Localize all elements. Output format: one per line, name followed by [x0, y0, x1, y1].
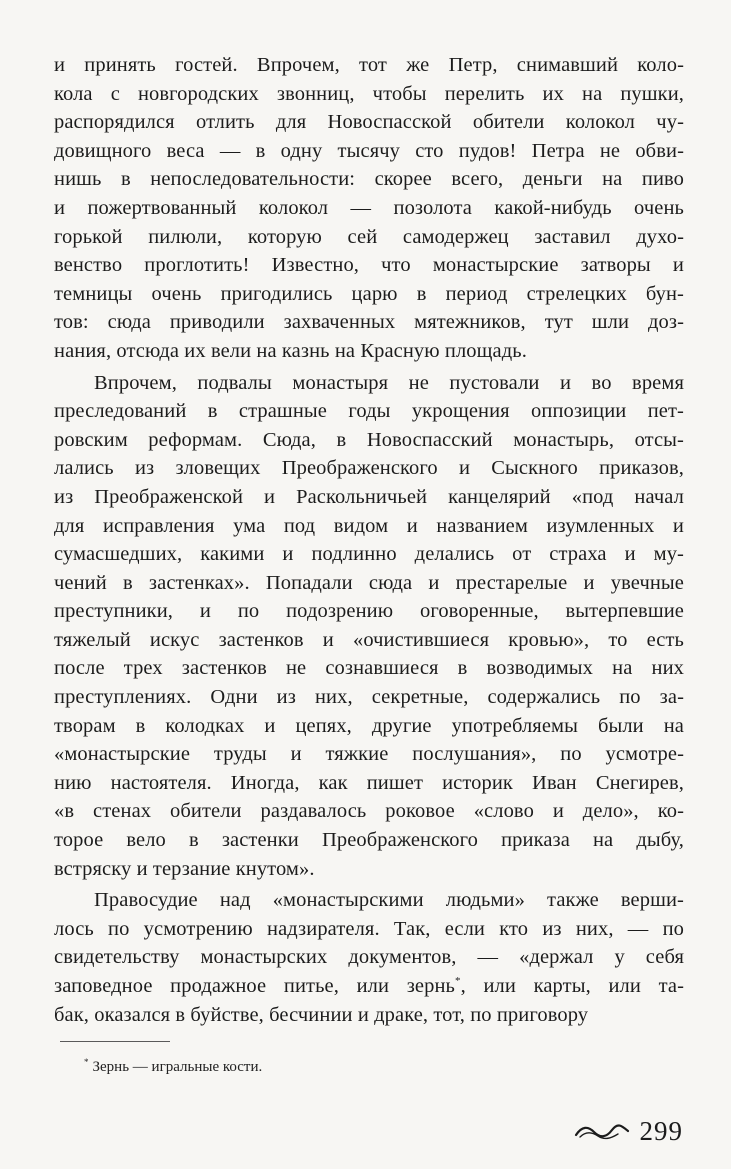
text-line: из Преображенской и Раскольничьей канцелярий «под начал	[54, 485, 684, 508]
text-line: преступлениях. Одни из них, секретные, содержались по за-	[54, 686, 684, 709]
page-footer	[574, 1116, 684, 1147]
text-line: темницы очень пригодились царю в период стрелецких бун-	[54, 282, 684, 305]
text-line: творам в колодках и цепях, другие употребляемы были на	[54, 714, 684, 737]
text-line: заповедное продажное питье, или зернь*, или карты, или та-	[54, 975, 684, 997]
text-line: горькой пилюли, которую сей самодержец заставил духо-	[54, 225, 684, 248]
text-line: торое вело в застенки Преображенского приказа на дыбу,	[54, 829, 684, 852]
text-line: нию настоятеля. Иногда, как пишет историк Иван Снегирев,	[54, 771, 684, 794]
text-line: распорядился отлить для Новоспасской обители колокол чу-	[54, 111, 684, 134]
text-line: ровским реформам. Сюда, в Новоспасский монастырь, отсы-	[54, 428, 684, 451]
text-line: кола с новгородских звонниц, чтобы перелить их на пушки,	[54, 82, 684, 105]
text-line: Правосудие над «монастырскими людьми» также верши-	[94, 889, 684, 912]
text-line: «в стенах обители раздавалось роковое «слово и дело», ко-	[54, 800, 684, 823]
text-line: чений в застенках». Попадали сюда и престарелые и увечные	[54, 571, 684, 594]
text-line: венство проглотить! Известно, что монастырские затворы и	[54, 254, 684, 277]
text-line: и принять гостей. Впрочем, тот же Петр, снимавший коло-	[54, 54, 684, 76]
text-line: лались из зловещих Преображенского и Сыскного приказов,	[54, 457, 684, 480]
body-text	[54, 51, 684, 1032]
text-line: «монастырские труды и тяжкие послушания», по усмотре-	[54, 743, 684, 766]
text-line: нишь в непоследовательности: скорее всего, деньги на пиво	[54, 168, 684, 191]
paragraph	[54, 369, 684, 884]
text-line: тяжелый искус застенков и «очистившиеся кровью», то есть	[54, 628, 684, 651]
paragraph	[54, 51, 684, 366]
text-line: нания, отсюда их вели на казнь на Красную площадь.	[54, 339, 527, 362]
paragraph	[54, 886, 684, 1029]
text-line: тов: сюда приводили захваченных мятежников, тут шли доз-	[54, 311, 684, 334]
text-line: бак, оказался в буйстве, бесчинии и драке, тот, по приговору	[54, 1003, 589, 1026]
footnote-reference: *	[455, 975, 461, 988]
footnote-text: Зернь — игральные кости.	[92, 1059, 263, 1075]
text-line: для исправления ума под видом и названием изумленных и	[54, 514, 684, 537]
footnote-divider	[60, 1041, 170, 1042]
page-number: 299	[639, 1116, 683, 1146]
text-line: и пожертвованный колокол — позолота какой-нибудь очень	[54, 196, 684, 219]
text-line: свидетельству монастырских документов, — «держал у себя	[54, 946, 684, 969]
text-line: преследований в страшные годы укрощения оппозиции пет-	[54, 400, 684, 423]
footnote	[84, 1052, 262, 1077]
footnote-mark: *	[84, 1057, 89, 1067]
text-line: Впрочем, подвалы монастыря не пустовали и во время	[94, 371, 684, 394]
swash-ornament-icon	[574, 1122, 630, 1142]
text-line: встряску и терзание кнутом».	[54, 857, 315, 880]
text-line: преступники, и по подозрению оговоренные, вытерпевшие	[54, 600, 684, 623]
text-line: сумасшедших, какими и подлинно делались от страха и му-	[54, 543, 684, 566]
text-line: довищного веса — в одну тысячу сто пудов! Петра не обви-	[54, 139, 684, 162]
text-line: после трех застенков не сознавшиеся в возводимых на них	[54, 657, 684, 680]
text-line: лось по усмотрению надзирателя. Так, если кто из них, — по	[54, 917, 684, 940]
